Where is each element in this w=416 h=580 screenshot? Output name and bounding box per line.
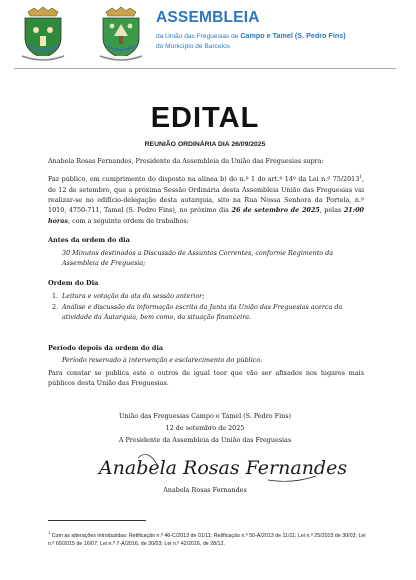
organization-subtitle: [156, 31, 416, 40]
antes-item: 30 Minutos destinados a Discussão de Assuntos Correntes, conforme Regimento da Assembleia de Freguesia;: [62, 249, 334, 267]
subtitle-prefix: da União das Freguesias de: [156, 33, 241, 40]
section-heading-ordem: Ordem do Dia: [48, 279, 99, 287]
depois-item: Período reservado à intervenção e esclarecimento do público.: [62, 356, 263, 364]
signature-place: União das Freguesias Campo e Tamel (S. Pedro Fins): [118, 412, 292, 420]
para1-part-c: , pelas: [319, 206, 344, 215]
signature-script: Anabela Rosas Fernandes: [98, 457, 348, 479]
agenda-item: [52, 302, 364, 322]
organization-title: ASSEMBLEIA: [156, 9, 260, 26]
agenda-item-text: Leitura e votação da ata da sessão anterior;: [62, 292, 205, 300]
agenda-item-number: 2.: [52, 303, 59, 311]
organization-municipality: do Município de Barcelos: [156, 43, 231, 50]
footnote-ref: 1: [359, 174, 362, 179]
footnote: [48, 529, 368, 549]
section-heading-depois: Período depois da ordem do dia: [48, 344, 164, 352]
intro-paragraph: Anabela Rosas Fernandes, Presidente da Assembleia da União das Freguesias supra:: [48, 157, 324, 165]
section-heading-antes: Antes da ordem do dia: [48, 236, 130, 244]
assembly-coat-of-arms-icon: [98, 6, 144, 62]
subtitle-parish: Campo e Tamel (S. Pedro Fins): [240, 31, 346, 40]
agenda-list: [52, 291, 364, 323]
signatory-name: Anabela Rosas Fernandes: [163, 486, 247, 494]
agenda-item-text: Análise e discussão da informação escrita da Junta da União das Freguesias acerca da atividade da Autarquia, bem como, da situação financeira.: [62, 303, 343, 321]
meeting-time: 21:00 horas: [48, 206, 364, 225]
closing-paragraph: Para constar se publica este e outros de igual teor que vão ser afixados nos lugares mais públicos desta União das Freguesias.: [48, 369, 364, 388]
footnote-mark: 1: [48, 530, 51, 535]
parish-coat-of-arms-icon: [20, 6, 66, 62]
document-heading: EDITAL: [150, 102, 260, 134]
signature-role: A Presidente da Assembleia da União das Freguesias: [118, 436, 292, 444]
header-divider: [14, 68, 396, 69]
para1-part-a: Faz público, em cumprimento do disposto na alínea b) do n.º 1 do art.º 14º da Lei n.º 75/2013: [48, 175, 360, 184]
announcement-paragraph: [48, 172, 364, 226]
organization-block: [156, 9, 416, 50]
para1-part-b: , de 12 de setembro, que a próxima Sessão Ordinária desta Assembleia União das Freguesias vai realizar-se no edifício-delegação desta autarquia, sito na Rua Nossa Senhora da Portela, n.º 1010, 4750-711, Tamel (S. Pedro Fins), no próximo dia: [48, 175, 364, 215]
agenda-item-number: 1.: [52, 292, 59, 300]
footnote-divider: [48, 520, 146, 521]
letterhead: [14, 6, 404, 68]
para1-part-d: , com a seguinte ordem de trabalhos:: [68, 216, 189, 225]
agenda-item: [52, 291, 364, 301]
footnote-text: Com as alterações introduzidas: Retificação n.º 46-C/2013 de 01/11; Retificação n.º 50-A/2013 de 11/11; Lei n.º 25/2015 de 30/03; Lei n.º 69/2015 de 16/07; Lei n.º 7-A/2016, de 30/03; Lei n.º 42/2016, de 28/12.: [48, 532, 366, 548]
signature-date: 12 de setembro de 2025: [165, 424, 245, 432]
handwritten-signature: [98, 446, 348, 486]
meeting-date: 26 de setembro de 2025: [231, 206, 320, 215]
meeting-title: REUNIÃO ORDINÁRIA DIA 26/09/2025: [144, 141, 266, 148]
